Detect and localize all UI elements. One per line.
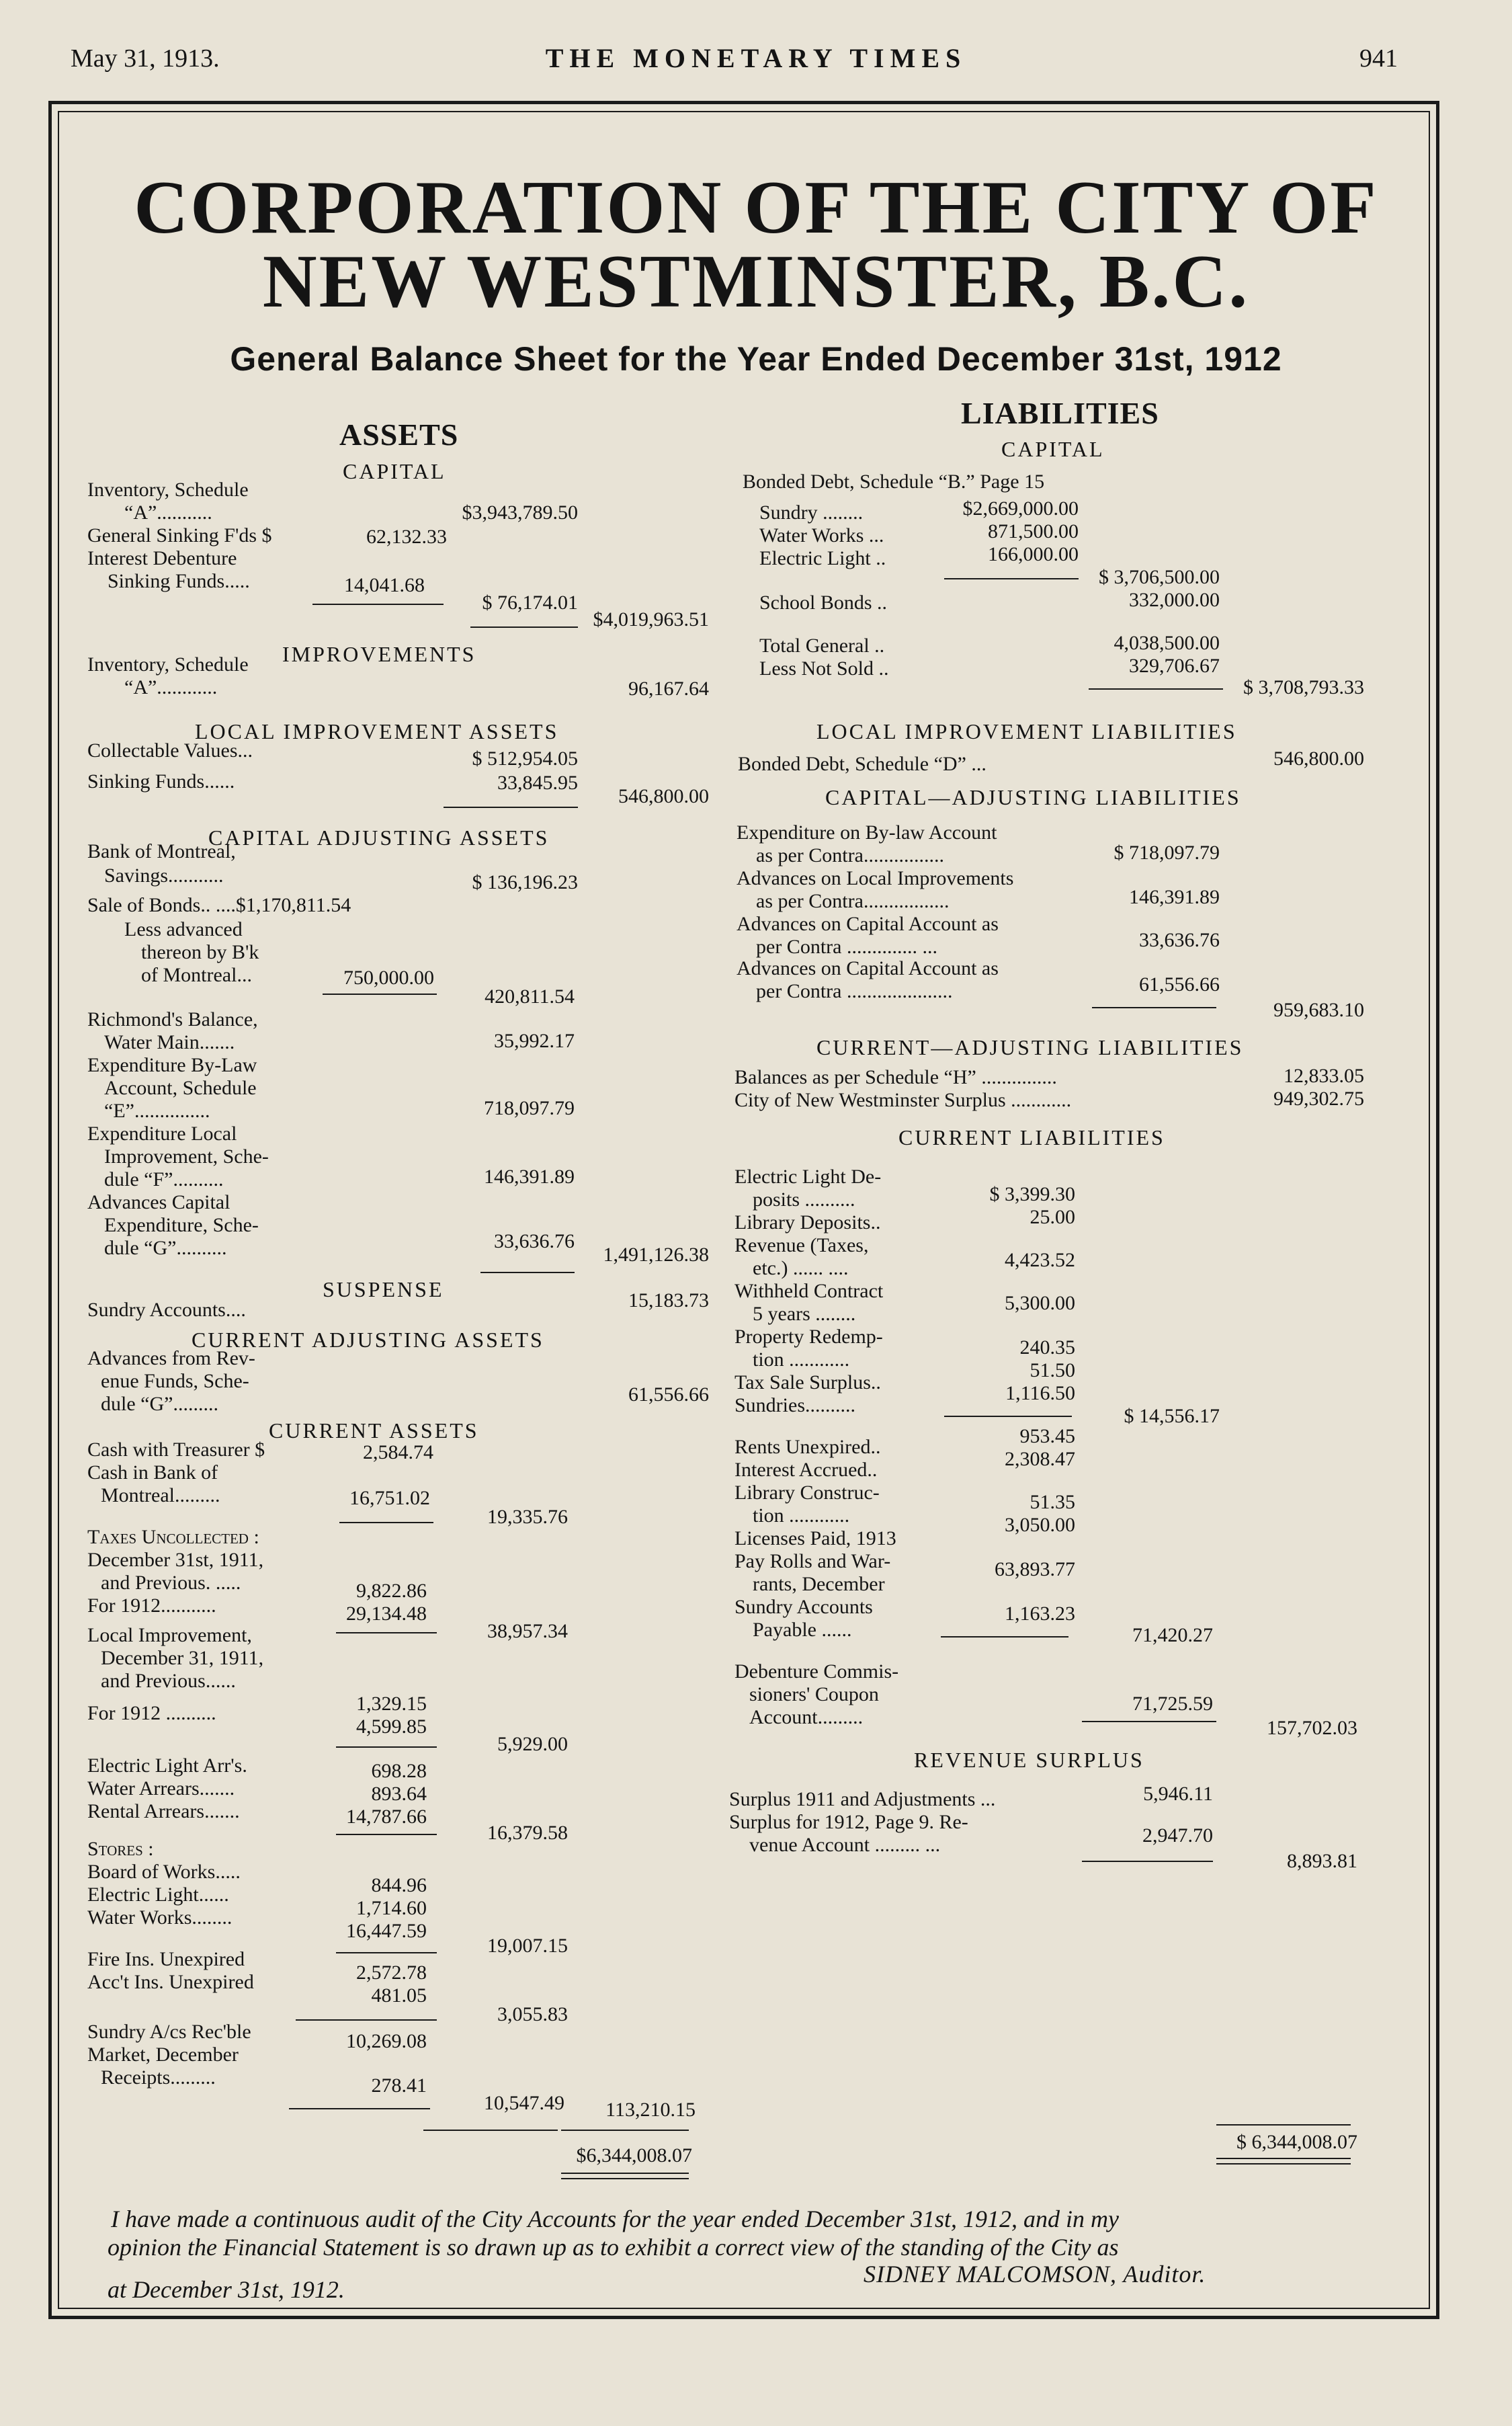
value: 63,893.77 xyxy=(995,1558,1075,1580)
label: For 1912 .......... xyxy=(87,1702,216,1724)
value: 33,845.95 xyxy=(497,772,578,794)
capital-adjusting-liabilities-heading: CAPITAL—ADJUSTING LIABILITIES xyxy=(825,785,1241,809)
page-header xyxy=(0,37,1512,84)
title-line-1: CORPORATION OF THE CITY OF xyxy=(134,166,1378,249)
label: per Contra .............. ... xyxy=(756,936,937,958)
label: Fire Ins. Unexpired xyxy=(87,1948,245,1970)
value: 16,379.58 xyxy=(487,1822,568,1844)
value: $2,669,000.00 xyxy=(962,497,1079,520)
current-liabilities-heading: CURRENT LIABILITIES xyxy=(898,1125,1165,1149)
label: Account, Schedule xyxy=(104,1077,257,1099)
label: Cash in Bank of xyxy=(87,1461,218,1484)
value: 481.05 xyxy=(371,1984,427,2007)
current-adjusting-heading: CURRENT ADJUSTING ASSETS xyxy=(192,1328,544,1352)
label: Market, December xyxy=(87,2044,239,2066)
value: 959,683.10 xyxy=(1273,999,1364,1021)
value: 1,329.15 xyxy=(356,1693,427,1715)
assets-capital-heading: CAPITAL xyxy=(343,459,446,483)
label: Inventory, Schedule xyxy=(87,653,249,676)
label: School Bonds .. xyxy=(759,592,888,614)
value: 953.45 xyxy=(1019,1425,1075,1447)
value: $ 3,706,500.00 xyxy=(1099,566,1220,588)
label: Richmond's Balance, xyxy=(87,1008,258,1030)
assets-heading: ASSETS xyxy=(339,417,459,452)
value: 10,269.08 xyxy=(346,2030,427,2052)
label: Water Works........ xyxy=(87,1906,233,1929)
label: and Previous...... xyxy=(101,1670,236,1692)
value: 19,335.76 xyxy=(487,1506,568,1528)
label: Pay Rolls and War- xyxy=(734,1550,891,1572)
label: 5 years ........ xyxy=(753,1303,856,1325)
label: Water Main....... xyxy=(104,1031,235,1053)
label: Library Construc- xyxy=(734,1482,880,1504)
label: Expenditure Local xyxy=(87,1123,237,1145)
value: 2,308.47 xyxy=(1005,1448,1075,1470)
label: Sundry Accounts.... xyxy=(87,1299,246,1321)
value: 1,714.60 xyxy=(356,1897,427,1919)
label: dule “G”......... xyxy=(101,1393,218,1415)
label: tion ............ xyxy=(753,1504,850,1527)
label: December 31, 1911, xyxy=(101,1647,264,1669)
label: Improvement, Sche- xyxy=(104,1145,269,1168)
label: Less Not Sold .. xyxy=(759,657,889,680)
label: as per Contra................. xyxy=(756,890,950,912)
double-rule xyxy=(1216,2158,1351,2165)
label: Sundries.......... xyxy=(734,1394,855,1416)
rule xyxy=(480,1272,575,1273)
label: Taxes Uncollected : xyxy=(87,1526,259,1548)
rule xyxy=(1216,2124,1351,2126)
label: Withheld Contract xyxy=(734,1280,884,1302)
value: 8,893.81 xyxy=(1287,1850,1357,1872)
label: Advances on Capital Account as xyxy=(737,957,999,979)
subtitle: General Balance Sheet for the Year Ended December 31st, 1912 xyxy=(230,340,1282,378)
label: rants, December xyxy=(753,1573,885,1595)
value: 35,992.17 xyxy=(494,1030,575,1052)
label: Electric Light...... xyxy=(87,1884,229,1906)
label: Expenditure, Sche- xyxy=(104,1214,259,1236)
value: 5,946.11 xyxy=(1143,1783,1213,1805)
value: 9,822.86 xyxy=(356,1580,427,1602)
value: $4,019,963.51 xyxy=(593,608,709,631)
value: 5,929.00 xyxy=(497,1733,568,1755)
value: 166,000.00 xyxy=(988,543,1079,565)
value: $ 3,708,793.33 xyxy=(1243,676,1364,698)
value: 698.28 xyxy=(371,1760,427,1782)
value: 113,210.15 xyxy=(605,2099,696,2121)
revenue-surplus-heading: REVENUE SURPLUS xyxy=(914,1748,1144,1772)
value: $ 76,174.01 xyxy=(482,592,578,614)
label: General Sinking F'ds $ xyxy=(87,524,272,547)
value: 750,000.00 xyxy=(343,967,434,989)
value: 949,302.75 xyxy=(1273,1088,1364,1110)
label: tion ............ xyxy=(753,1348,850,1371)
value: 2,584.74 xyxy=(363,1441,433,1463)
label: Payable ...... xyxy=(753,1619,852,1641)
value: 51.50 xyxy=(1030,1359,1075,1381)
value: $ 14,556.17 xyxy=(1124,1405,1220,1427)
value: 157,702.03 xyxy=(1267,1717,1357,1739)
label: Stores : xyxy=(87,1838,154,1860)
label: Advances Capital xyxy=(87,1191,230,1213)
label: Balances as per Schedule “H” ............... xyxy=(734,1066,1057,1088)
label: Receipts......... xyxy=(101,2066,216,2089)
label: For 1912........... xyxy=(87,1594,216,1617)
value: 420,811.54 xyxy=(485,985,575,1008)
label: Board of Works..... xyxy=(87,1861,241,1883)
page-number: 941 xyxy=(1359,44,1398,73)
value: 1,491,126.38 xyxy=(603,1244,709,1266)
label: Rents Unexpired.. xyxy=(734,1436,881,1458)
label: Surplus for 1912, Page 9. Re- xyxy=(729,1811,968,1833)
value: 19,007.15 xyxy=(487,1935,568,1957)
rule xyxy=(423,2130,558,2131)
label: posits .......... xyxy=(753,1188,855,1211)
label: Revenue (Taxes, xyxy=(734,1234,869,1256)
auditor-signature: SIDNEY MALCOMSON, Auditor. xyxy=(864,2261,1206,2288)
label: Interest Debenture xyxy=(87,547,237,569)
label: Bonded Debt, Schedule “B.” Page 15 xyxy=(743,471,1045,493)
label: Electric Light Arr's. xyxy=(87,1754,247,1777)
label: Bonded Debt, Schedule “D” ... xyxy=(738,753,986,775)
value: 844.96 xyxy=(371,1874,427,1896)
value: 718,097.79 xyxy=(484,1097,575,1119)
audit-statement-line-2: opinion the Financial Statement is so drawn up as to exhibit a correct view of the standing of the City as xyxy=(108,2234,1119,2261)
label: venue Account ......... ... xyxy=(749,1834,941,1856)
current-adjusting-liabilities-heading: CURRENT—ADJUSTING LIABILITIES xyxy=(816,1035,1244,1059)
label: and Previous. ..... xyxy=(101,1572,241,1594)
value: $ 512,954.05 xyxy=(472,747,578,770)
value: 893.64 xyxy=(371,1783,427,1805)
value: 33,636.76 xyxy=(1139,929,1220,951)
value: 2,572.78 xyxy=(356,1962,427,1984)
value: 25.00 xyxy=(1030,1206,1075,1228)
value: 332,000.00 xyxy=(1129,589,1220,611)
label: etc.) ...... .... xyxy=(753,1257,849,1279)
improvements-heading: IMPROVEMENTS xyxy=(282,642,476,666)
label: Rental Arrears....... xyxy=(87,1800,240,1822)
label: Montreal......... xyxy=(101,1484,220,1506)
value: 546,800.00 xyxy=(1273,747,1364,770)
value: 62,132.33 xyxy=(366,526,447,548)
current-assets-heading: CURRENT ASSETS xyxy=(269,1418,479,1443)
label: per Contra ..................... xyxy=(756,980,953,1002)
value: $ 3,399.30 xyxy=(989,1183,1075,1205)
value: 546,800.00 xyxy=(618,785,709,807)
label: Electric Light .. xyxy=(759,547,886,569)
label: Library Deposits.. xyxy=(734,1211,881,1234)
value: 146,391.89 xyxy=(484,1166,575,1188)
label: Local Improvement, xyxy=(87,1624,252,1646)
label: Advances on Capital Account as xyxy=(737,913,999,935)
capital-adjusting-heading: CAPITAL ADJUSTING ASSETS xyxy=(208,825,550,850)
label: Account......... xyxy=(749,1706,864,1728)
liabilities-capital-heading: CAPITAL xyxy=(1001,437,1105,461)
audit-statement-line-3: at December 31st, 1912. xyxy=(108,2276,345,2303)
value: 3,055.83 xyxy=(497,2003,568,2025)
liabilities-heading: LIABILITIES xyxy=(961,396,1159,430)
label: “E”............... xyxy=(104,1100,210,1122)
label: Advances on Local Improvements xyxy=(737,867,1014,889)
value: 12,833.05 xyxy=(1284,1065,1364,1087)
label: December 31st, 1911, xyxy=(87,1549,264,1571)
value: $ 136,196.23 xyxy=(472,871,578,893)
label: Inventory, Schedule xyxy=(87,479,249,501)
rule xyxy=(561,2130,689,2131)
value: 3,050.00 xyxy=(1005,1514,1075,1536)
value: 1,163.23 xyxy=(1005,1603,1075,1625)
value: 278.41 xyxy=(371,2074,427,2097)
value: 146,391.89 xyxy=(1129,886,1220,908)
title-line-2: NEW WESTMINSTER, B.C. xyxy=(262,240,1250,323)
value: 61,556.66 xyxy=(1139,973,1220,996)
value: 240.35 xyxy=(1019,1336,1075,1359)
label: Expenditure By-Law xyxy=(87,1054,257,1076)
local-improvement-heading: LOCAL IMPROVEMENT ASSETS xyxy=(195,719,559,743)
label: Total General .. xyxy=(759,635,885,657)
label: Sundry A/cs Rec'ble xyxy=(87,2021,251,2043)
newspaper-title: THE MONETARY TIMES xyxy=(545,43,967,73)
value: $3,943,789.50 xyxy=(462,501,578,524)
value: 14,787.66 xyxy=(346,1806,427,1828)
liabilities-grand-total: $ 6,344,008.07 xyxy=(1236,2131,1357,2153)
label: Surplus 1911 and Adjustments ... xyxy=(729,1788,996,1810)
value: 96,167.64 xyxy=(628,678,709,700)
label: Cash with Treasurer $ xyxy=(87,1439,265,1461)
label: Interest Accrued.. xyxy=(734,1459,878,1481)
label: Property Redemp- xyxy=(734,1326,883,1348)
label: Less advanced xyxy=(124,918,243,940)
value: 51.35 xyxy=(1030,1491,1075,1513)
double-rule xyxy=(561,2173,689,2179)
value: 4,423.52 xyxy=(1005,1249,1075,1271)
label: thereon by B'k xyxy=(141,941,259,963)
label: Debenture Commis- xyxy=(734,1660,899,1683)
label: Sale of Bonds.. ....$1,170,811.54 xyxy=(87,894,351,916)
label: Sundry ........ xyxy=(759,501,864,524)
label: Sundry Accounts xyxy=(734,1596,873,1618)
label: Water Arrears....... xyxy=(87,1777,235,1800)
value: 61,556.66 xyxy=(628,1383,709,1406)
value: 1,116.50 xyxy=(1005,1382,1075,1404)
value: 4,599.85 xyxy=(356,1715,427,1738)
value: 4,038,500.00 xyxy=(1114,632,1220,654)
value: 14,041.68 xyxy=(344,574,425,596)
label: Collectable Values... xyxy=(87,739,253,762)
value: 38,957.34 xyxy=(487,1620,568,1642)
label: Sinking Funds...... xyxy=(87,770,235,793)
label: of Montreal... xyxy=(141,964,252,986)
label: City of New Westminster Surplus ............ xyxy=(734,1089,1072,1111)
audit-statement-line-1: I have made a continuous audit of the City Accounts for the year ended December 31st, 1912, and in my xyxy=(111,2206,1120,2232)
label: Electric Light De- xyxy=(734,1166,882,1188)
label: enue Funds, Sche- xyxy=(101,1370,249,1392)
label: Bank of Montreal, xyxy=(87,840,236,862)
value: 33,636.76 xyxy=(494,1230,575,1252)
label: “A”........... xyxy=(124,501,212,524)
label: Savings........... xyxy=(104,864,224,887)
value: 2,947.70 xyxy=(1142,1824,1213,1847)
label: Acc't Ins. Unexpired xyxy=(87,1971,254,1993)
label: Tax Sale Surplus.. xyxy=(734,1371,881,1393)
value: 29,134.48 xyxy=(346,1603,427,1625)
value: 15,183.73 xyxy=(628,1289,709,1311)
value: 871,500.00 xyxy=(988,520,1079,542)
label: Advances from Rev- xyxy=(87,1347,255,1369)
value: 10,547.49 xyxy=(484,2092,564,2114)
value: 71,725.59 xyxy=(1132,1693,1213,1715)
value: 16,751.02 xyxy=(349,1487,430,1509)
label: sioners' Coupon xyxy=(749,1683,879,1705)
label: as per Contra................ xyxy=(756,844,944,866)
value: 16,447.59 xyxy=(346,1920,427,1942)
label: Licenses Paid, 1913 xyxy=(734,1527,896,1549)
label: “A”............ xyxy=(124,676,218,698)
value: 5,300.00 xyxy=(1005,1292,1075,1314)
label: Sinking Funds..... xyxy=(108,570,250,592)
local-improvement-liabilities-heading: LOCAL IMPROVEMENT LIABILITIES xyxy=(816,719,1237,743)
value: $ 718,097.79 xyxy=(1114,842,1220,864)
label: Expenditure on By-law Account xyxy=(737,821,997,844)
issue-date: May 31, 1913. xyxy=(71,44,220,73)
value: 71,420.27 xyxy=(1132,1624,1213,1646)
label: dule “G”.......... xyxy=(104,1237,227,1259)
suspense-heading: SUSPENSE xyxy=(323,1277,444,1301)
value: 329,706.67 xyxy=(1129,655,1220,677)
assets-grand-total: $6,344,008.07 xyxy=(576,2144,692,2167)
label: Water Works ... xyxy=(759,524,884,547)
label: dule “F”.......... xyxy=(104,1168,224,1190)
